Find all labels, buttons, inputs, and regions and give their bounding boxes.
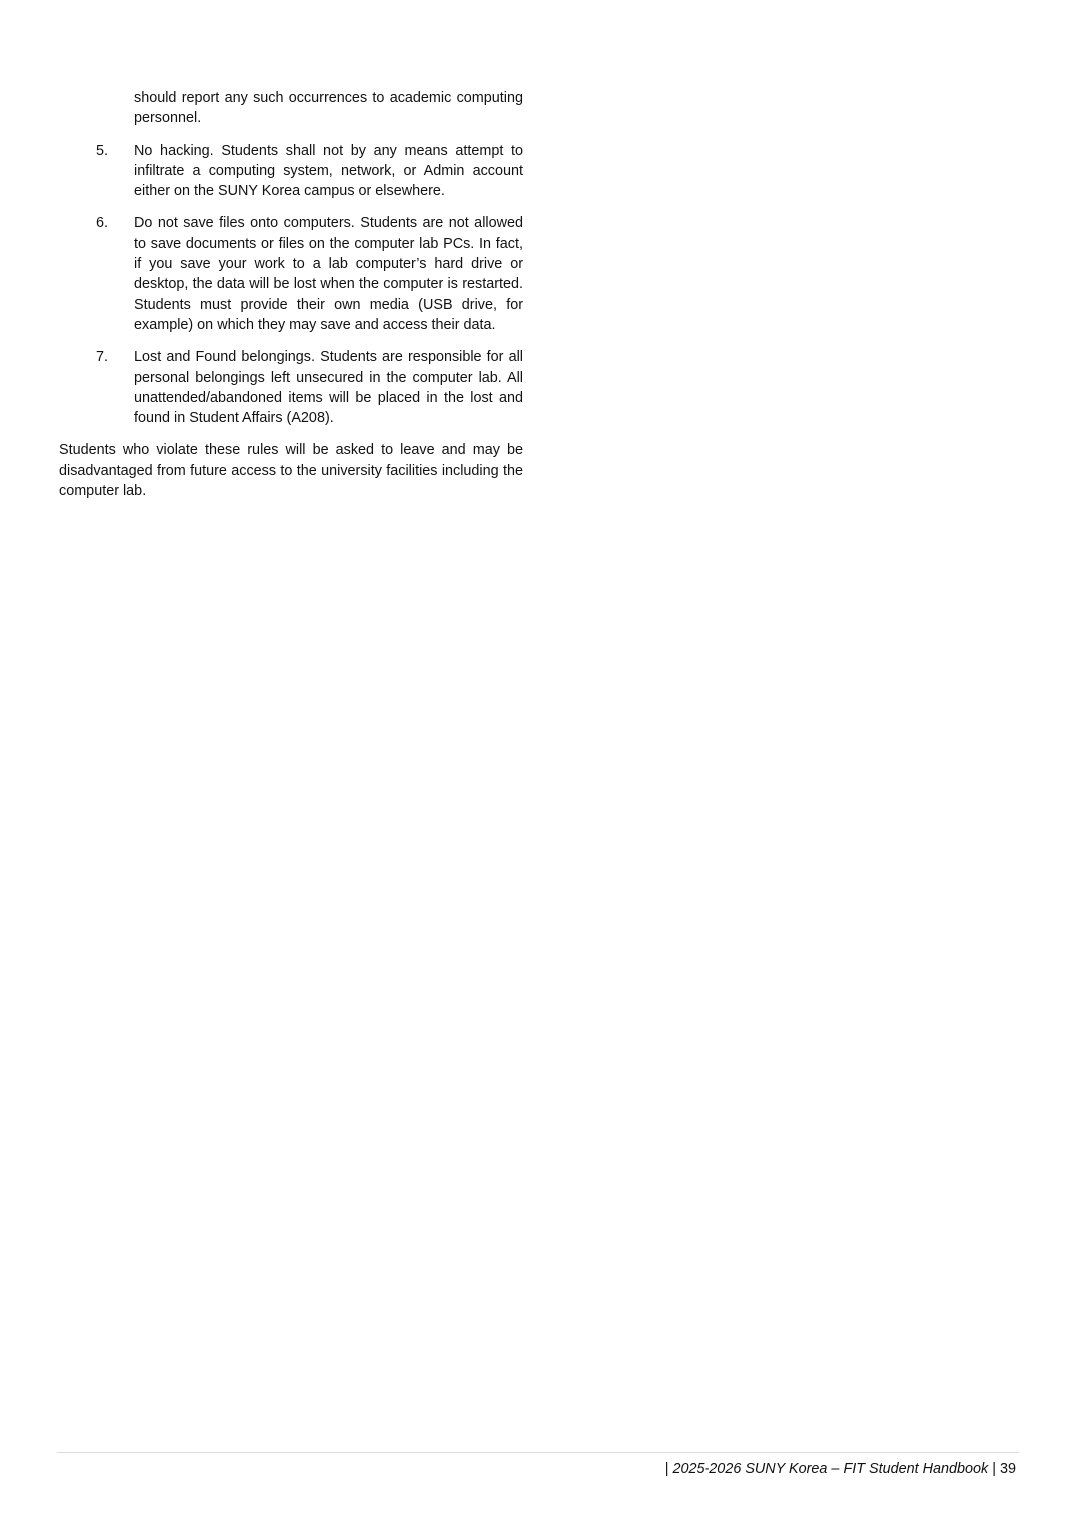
list-item-number: 5. (96, 142, 109, 159)
list-item (59, 347, 523, 428)
footer-separator-left: | (664, 1461, 669, 1477)
list-item-number: 6. (96, 215, 109, 232)
list-item-text: Lost and Found belongings. Students are responsible for all personal belongings left unsecured in the computer lab. All unattended/abandoned items will be placed in the lost and found in Student Affairs (A208). (134, 349, 523, 427)
footer-title: 2025-2026 SUNY Korea – FIT Student Handbook (672, 1461, 989, 1477)
list-item (59, 141, 523, 202)
list-item-number: 7. (96, 349, 109, 366)
closing-paragraph: Students who violate these rules will be asked to leave and may be disadvantaged from future access to the university facilities including the computer lab. (59, 442, 523, 500)
page-number: 39 (999, 1461, 1016, 1477)
continuation-paragraph: should report any such occurrences to academic computing personnel. (134, 90, 523, 127)
footer-separator-right: | (992, 1461, 996, 1477)
list-item-text: No hacking. Students shall not by any means attempt to infiltrate a computing system, network, or Admin account either on the SUNY Korea campus or elsewhere. (134, 142, 523, 200)
text-column (59, 88, 523, 501)
list-item (59, 213, 523, 335)
footer-divider (57, 1452, 1019, 1453)
page-footer (665, 1459, 1016, 1479)
rules-list (59, 141, 523, 429)
list-item-text: Do not save files onto computers. Students are not allowed to save documents or files on the computer lab PCs. In fact, if you save your work to a lab computer’s hard drive or desktop, the data will be lost when the computer is restarted. Students must provide their own media (USB drive, for example) on which they may save and access their data. (134, 215, 523, 333)
